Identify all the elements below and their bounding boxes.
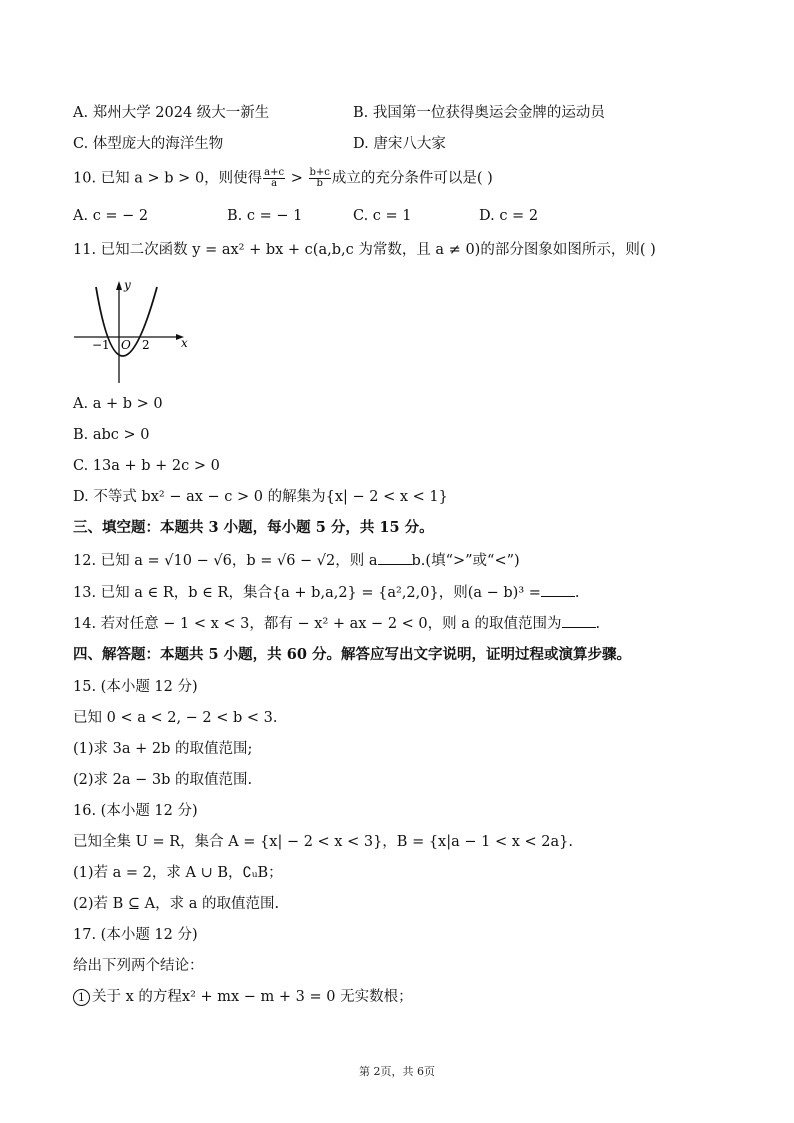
q15-stem: 已知 0 < a < 2, − 2 < b < 3. bbox=[73, 710, 278, 726]
origin-label: O bbox=[121, 338, 131, 352]
q17-title: 17. (本小题 12 分) bbox=[73, 927, 198, 943]
q12-answer-blank bbox=[378, 550, 412, 565]
q10-option-c: C. c = 1 bbox=[353, 208, 412, 224]
q9-option-b: B. 我国第一位获得奥运会金牌的运动员 bbox=[353, 105, 605, 121]
y-axis-label: y bbox=[124, 278, 131, 292]
q9-option-a: A. 郑州大学 2024 级大一新生 bbox=[73, 105, 270, 121]
q15-part-1: (1)求 3a + 2b 的取值范围; bbox=[73, 741, 253, 757]
q10-option-d: D. c = 2 bbox=[479, 208, 539, 224]
root-label-neg1: −1 bbox=[92, 338, 110, 352]
fraction-b-plus-c-over-b: $\frac{b+c}{b}$ bbox=[309, 167, 330, 189]
parabola-graph bbox=[72, 265, 192, 385]
q15-title: 15. (本小题 12 分) bbox=[73, 679, 198, 695]
q9-option-d: D. 唐宋八大家 bbox=[353, 136, 446, 152]
page-footer: 第 2页，共 6页 bbox=[359, 1065, 435, 1078]
section-3-heading: 三、填空题：本题共 3 小题，每小题 5 分，共 15 分。 bbox=[73, 519, 434, 536]
q10-stem: 10. 已知 a > b > 0，则使得 $\frac{a+c}{a}$ > $\frac{b+c}{b}$ 成立的充分条件可以是( ) bbox=[73, 167, 493, 189]
q11-option-c: C. 13a + b + 2c > 0 bbox=[73, 458, 220, 474]
q9-option-c: C. 体型庞大的海洋生物 bbox=[73, 136, 224, 152]
q16-part-2: (2)若 B ⊆ A，求 a 的取值范围. bbox=[73, 896, 280, 912]
q10-option-b: B. c = − 1 bbox=[227, 208, 303, 224]
x-axis-label: x bbox=[181, 336, 188, 350]
q11-option-d: D. 不等式 bx² − ax − c > 0 的解集为{x| − 2 < x < 1} bbox=[73, 489, 448, 505]
q13-answer-blank bbox=[541, 582, 575, 597]
q13-stem: 13. 已知 a ∈ R，b ∈ R，集合{a + b,a,2} = {a²,2,0}，则(a − b)³ = . bbox=[73, 582, 580, 603]
q15-part-2: (2)求 2a − 3b 的取值范围. bbox=[73, 772, 253, 788]
y-axis-arrow bbox=[116, 281, 122, 290]
q16-title: 16. (本小题 12 分) bbox=[73, 803, 198, 819]
section-4-heading: 四、解答题：本题共 5 小题，共 60 分。解答应写出文字说明，证明过程或演算步骤。 bbox=[73, 646, 631, 663]
q10-option-a: A. c = − 2 bbox=[73, 208, 149, 224]
q11-option-a: A. a + b > 0 bbox=[73, 396, 163, 412]
fraction-a-plus-c-over-a: $\frac{a+c}{a}$ bbox=[264, 167, 285, 189]
q14-answer-blank bbox=[562, 613, 596, 628]
q16-part-1: (1)若 a = 2，求 A ∪ B，∁ᵤB； bbox=[73, 865, 283, 881]
q11-option-b: B. abc > 0 bbox=[73, 427, 150, 443]
q17-item-1: 1 关于 x 的方程x² + mx − m + 3 = 0 无实数根； bbox=[73, 987, 413, 1007]
q16-stem: 已知全集 U = R，集合 A = {x| − 2 < x < 3}，B = {x|a − 1 < x < 2a}. bbox=[73, 834, 573, 850]
q11-stem: 11. 已知二次函数 y = ax² + bx + c(a,b,c 为常数，且 a ≠ 0)的部分图象如图所示，则( ) bbox=[73, 242, 656, 258]
q14-stem: 14. 若对任意 − 1 < x < 3，都有 − x² + ax − 2 < 0，则 a 的取值范围为 . bbox=[73, 613, 600, 634]
root-label-2: 2 bbox=[142, 338, 150, 352]
q17-stem: 给出下列两个结论： bbox=[73, 958, 204, 974]
circled-number-1: 1 bbox=[73, 989, 90, 1006]
q12-stem: 12. 已知 a = √10 − √6，b = √6 − √2，则 a b.(填“>”或“<”) bbox=[73, 550, 520, 571]
